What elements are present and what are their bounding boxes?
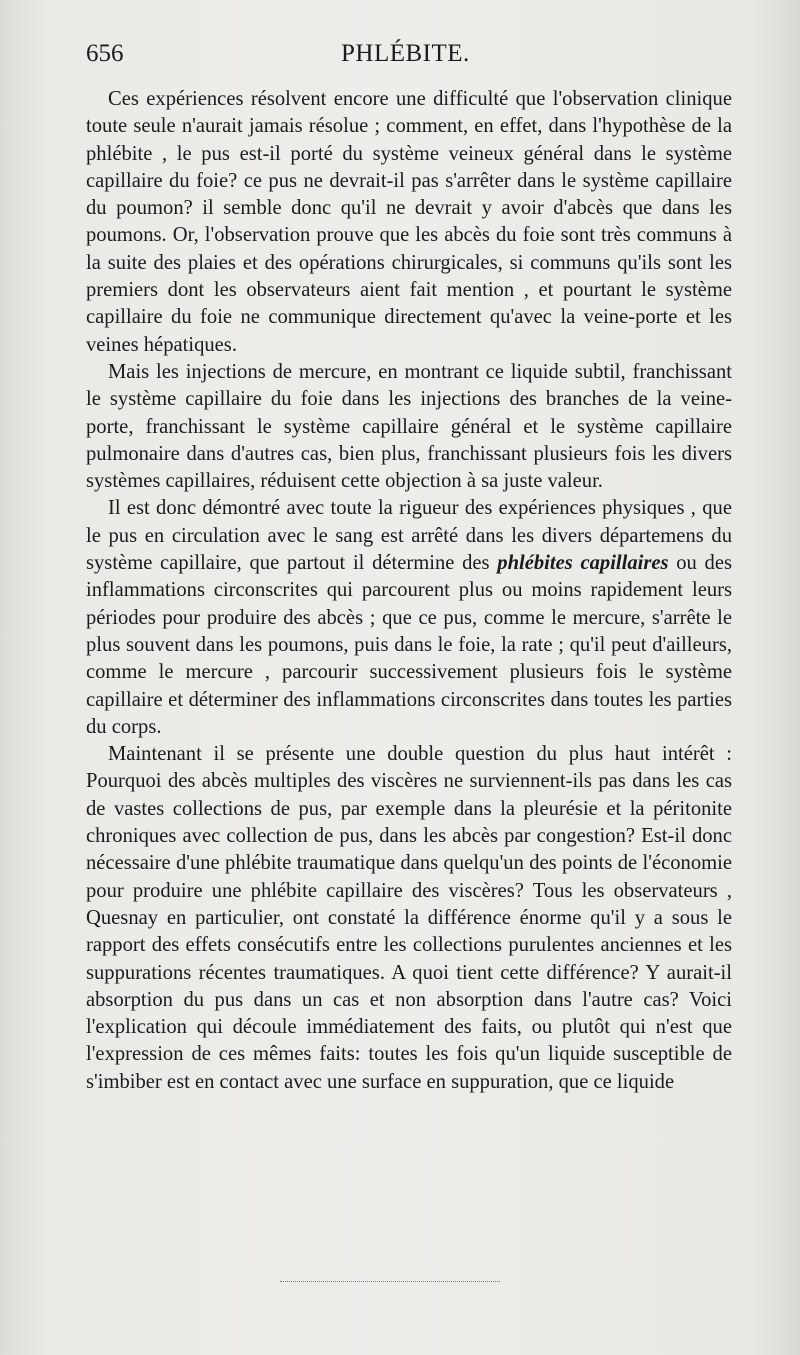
paragraph-1: Ces expériences résolvent encore une difficulté que l'observation clinique toute seule n'aurait jamais résolue ; comment, en effet, dans l'hypothèse de la phlébite , le pus est-il porté du système veineux général dans le système capillaire du foie? ce pus ne devrait-il pas s'arrêter dans le système capillaire du poumon? il semble donc qu'il ne devrait y avoir d'abcès que dans les poumons. Or, l'observation prouve que les abcès du foie sont très communs à la suite des plaies et des opérations chirurgicales, si communs qu'ils sont les premiers dont les observateurs aient fait mention , et pourtant le système capillaire du foie ne communique directement qu'avec la veine-porte et les veines hépatiques. xyxy=(86,88,732,356)
paragraph-3-text-end: ou des inflammations circonscrites qui parcourent plus ou moins rapidement leurs périodes pour produire des abcès ; que ce pus, comme le mercure, s'arrête le plus souvent dans les poumons, puis dans le foie, la rate ; qu'il peut d'ailleurs, comme le mercure , parcourir successivement plusieurs fois le système capillaire et déterminer des inflammations circonscrites dans toutes les parties du corps. xyxy=(86,552,732,738)
page-number: 656 xyxy=(86,40,124,67)
bottom-divider xyxy=(280,1281,500,1282)
emphasis-phlebites-capillaires: phlébites capillaires xyxy=(497,552,669,575)
paragraph-3-text-start: Il est donc démontré avec toute la rigueur des expériences physiques , que le pus en circulation avec le sang est arrêté dans les divers départemens du système capillaire, que partout il détermine des xyxy=(86,497,732,575)
page-body xyxy=(86,86,732,1096)
paragraph-3 xyxy=(86,495,732,741)
paragraph-2: Mais les injections de mercure, en montrant ce liquide subtil, franchissant le système capillaire du foie dans les injections des branches de la veine-porte, franchissant le système capillaire général et le système capillaire pulmonaire dans d'autres cas, bien plus, franchissant plusieurs fois les divers systèmes capillaires, réduisent cette objection à sa juste valeur. xyxy=(86,360,732,493)
running-title: PHLÉBITE. xyxy=(341,40,470,67)
paragraph-4: Maintenant il se présente une double question du plus haut intérêt : Pourquoi des abcès multiples des viscères ne surviennent-ils pas dans les cas de vastes collections de pus, par exemple dans la pleurésie et la péritonite chroniques avec collection de pus, dans les abcès par congestion? Est-il donc nécessaire d'une phlébite traumatique dans quelqu'un des points de l'économie pour produire une phlébite capillaire des viscères? Tous les observateurs , Quesnay en particulier, ont constaté la différence énorme qu'il y a sous le rapport des effets consécutifs entre les collections purulentes anciennes et les suppurations récentes traumatiques. A quoi tient cette différence? Y aurait-il absorption du pus dans un cas et non absorption dans l'autre cas? Voici l'explication qui découle immédiatement des faits, ou plutôt qui n'est que l'expression de ces mêmes faits: toutes les fois qu'un liquide susceptible de s'imbiber est en contact avec une surface en suppuration, que ce liquide xyxy=(86,743,732,1093)
page-header xyxy=(86,40,736,74)
